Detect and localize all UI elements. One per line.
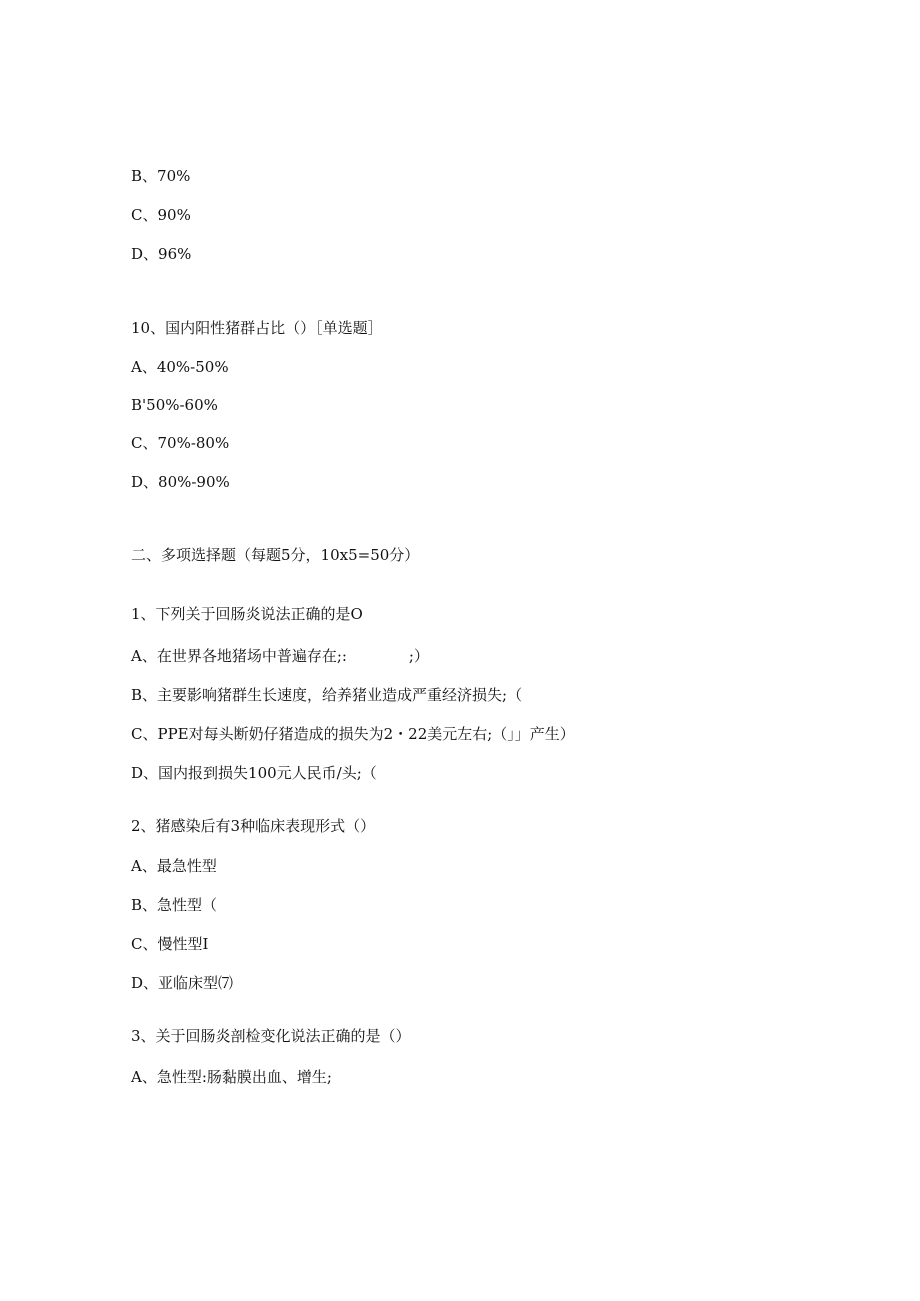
q10-option-b: B'50%-60% (131, 396, 218, 414)
mq1-option-d: D、国内报到损失100元人民币/头;（ (131, 764, 377, 782)
q10-option-d: D、80%-90% (131, 473, 230, 491)
mq3-option-a: A、急性型:肠黏膜出血、增生; (131, 1068, 332, 1086)
multi-question-2-title: 2、猪感染后有3种临床表现形式（） (131, 817, 376, 835)
mq1-option-c: C、PPE对每头断奶仔猪造成的损失为2・22美元左右;（」」产生） (131, 725, 575, 743)
q10-option-c: C、70%-80% (131, 434, 230, 452)
q9-option-b: B、70% (131, 167, 191, 185)
multi-question-3-title: 3、关于回肠炎剖检变化说法正确的是（） (131, 1027, 411, 1045)
q9-option-c: C、90% (131, 206, 191, 224)
mq2-option-d: D、亚临床型⑺ (131, 974, 234, 992)
multi-question-1-title: 1、下列关于回肠炎说法正确的是O (131, 605, 363, 623)
question-10-title: 10、国内阳性猪群占比（）［单选题］ (131, 319, 383, 337)
mq2-option-a: A、最急性型 (131, 857, 217, 875)
mq2-option-b: B、急性型（ (131, 896, 218, 914)
section-2-heading: 二、多项选择题（每题5分，10x5=50分） (131, 546, 420, 564)
mq1-option-b: B、主要影响猪群生长速度，给养猪业造成严重经济损失;（ (131, 686, 523, 704)
q10-option-a: A、40%-50% (131, 358, 229, 376)
mq2-option-c: C、慢性型I (131, 935, 209, 953)
mq1-option-a: A、在世界各地猪场中普遍存在;: ;） (131, 647, 429, 665)
q9-option-d: D、96% (131, 245, 192, 263)
